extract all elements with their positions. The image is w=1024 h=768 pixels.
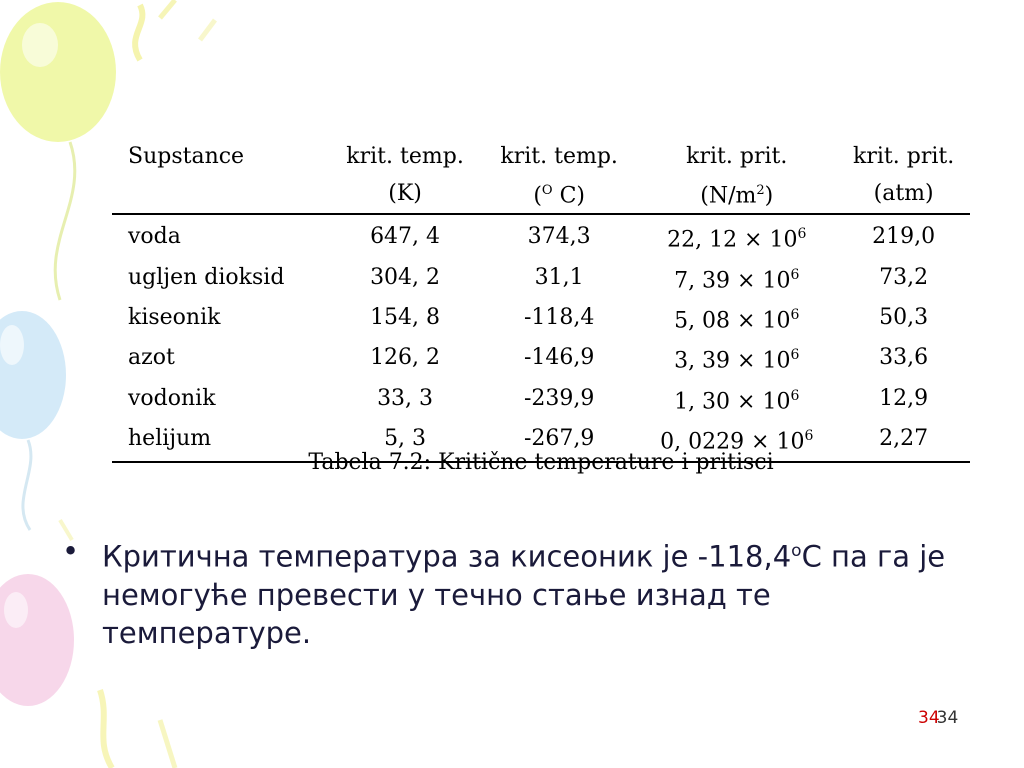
cell-pressure-nm2: 7, $39 \times 10^6$ — [674, 266, 800, 293]
cell-substance: vodonik — [128, 385, 216, 411]
header-temp-c: krit. temp. — [500, 144, 618, 169]
unit-newton-per-m2: $(N/m^2)$ — [636, 174, 837, 214]
cell-temp-k: 126, 2 — [370, 345, 441, 371]
cell-temp-k: 154, 8 — [370, 305, 441, 331]
cell-temp-c: -267,9 — [482, 419, 636, 462]
table-row — [112, 258, 970, 298]
header-pressure-atm: krit. prit. — [853, 144, 955, 169]
cell-temp-k: 304, 2 — [370, 264, 441, 290]
cell-substance: azot — [128, 345, 175, 371]
yellow-balloon — [0, 2, 116, 142]
cell-pressure-nm2: 1, $30 \times 10^6$ — [674, 387, 800, 414]
yellow-streamer — [135, 5, 142, 60]
cell-substance: ugljen dioksid — [128, 264, 285, 290]
cell-pressure-nm2: 0, $0229 \times 10^6$ — [636, 419, 837, 462]
table-header-row — [112, 140, 970, 174]
unit-celsius: ($^O$ C) — [482, 174, 636, 214]
critical-values-table — [112, 140, 970, 463]
cell-substance: helijum — [112, 419, 328, 462]
critical-values-table-wrap — [112, 140, 970, 463]
bullet-point — [62, 532, 962, 652]
cell-substance: kiseonik — [128, 305, 221, 331]
cell-temp-c: -239,9 — [523, 385, 595, 411]
cell-pressure-atm: 33,6 — [879, 345, 929, 371]
cell-temp-c: -118,4 — [523, 305, 595, 331]
cell-pressure-atm: 73,2 — [879, 264, 929, 290]
cell-pressure-atm: 50,3 — [879, 305, 929, 331]
bullet-text: Критична температура за кисеоник је -118,4$^o$С па га је немогуће превести у течно стање изнад те температуре. — [102, 539, 946, 650]
header-temp-k: krit. temp. — [346, 144, 464, 169]
cell-pressure-atm: 219,0 — [872, 224, 936, 250]
header-substance: Supstance — [128, 144, 245, 169]
table-row — [112, 298, 970, 338]
cell-temp-c: -146,9 — [523, 345, 595, 371]
cell-temp-k: 647, 4 — [370, 224, 441, 250]
cell-temp-c: 31,1 — [534, 264, 584, 290]
cell-pressure-nm2: 22, $12 \times 10^6$ — [667, 226, 807, 253]
unit-atm: (atm) — [837, 174, 970, 214]
page-number-black: 34 — [936, 708, 959, 728]
cell-temp-k: 5, 3 — [328, 419, 482, 462]
header-pressure-nm2: krit. prit. — [686, 144, 788, 169]
bottom-streamer — [100, 690, 112, 768]
page-number — [918, 708, 958, 728]
table-unit-row — [112, 174, 970, 214]
cell-pressure-nm2: 5, $08 \times 10^6$ — [674, 306, 800, 334]
page-number-red: 34 — [918, 708, 940, 728]
cell-substance: voda — [128, 224, 181, 250]
cell-pressure-nm2: 3, $39 \times 10^6$ — [674, 347, 800, 374]
table-caption: Tabela 7.2: Kritične temperature i pritisci — [308, 450, 774, 475]
unit-substance — [112, 174, 328, 214]
cell-pressure-atm: 2,27 — [837, 419, 970, 462]
cell-pressure-atm: 12,9 — [879, 385, 929, 411]
unit-kelvin: (K) — [328, 174, 482, 214]
table-row — [112, 338, 970, 378]
bullet-marker: • — [62, 534, 80, 568]
yellow-balloon-string — [55, 142, 75, 300]
table-row — [112, 379, 970, 419]
cell-temp-k: 33, 3 — [377, 385, 434, 411]
table-row — [112, 214, 970, 257]
cell-temp-c: 374,3 — [527, 224, 591, 250]
